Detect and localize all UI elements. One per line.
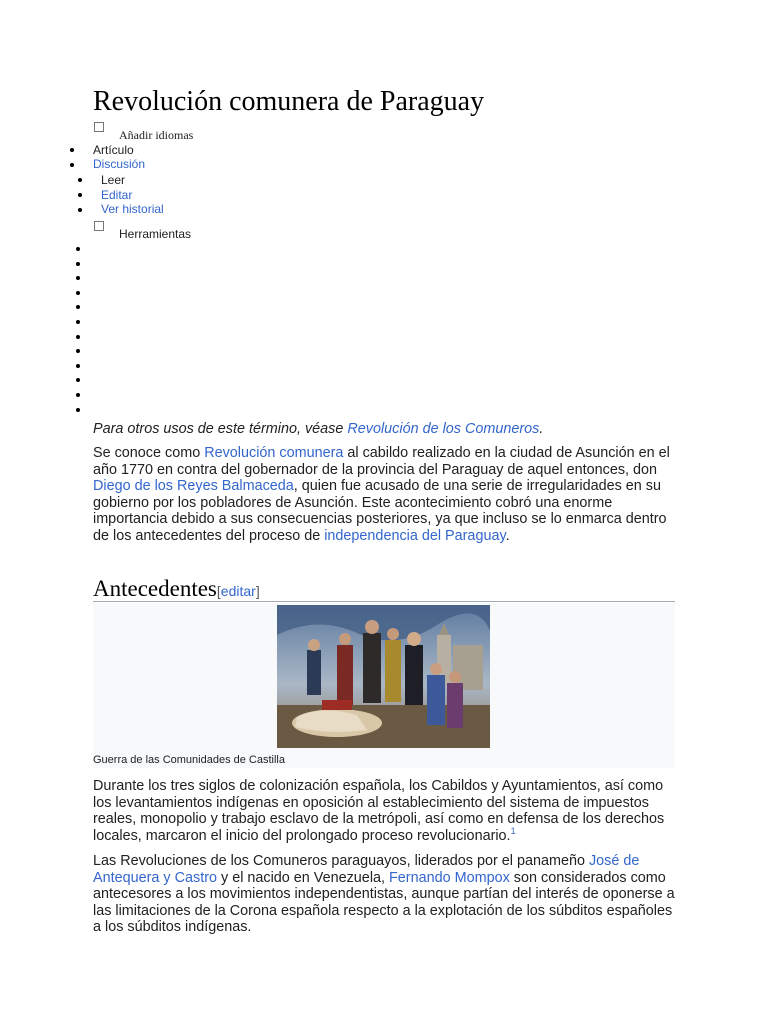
tools-checkbox[interactable]: [94, 221, 104, 231]
tools-list-bullet: [76, 335, 80, 339]
link-jose-de-antequera[interactable]: José de Antequera y Castro: [93, 853, 640, 886]
section-divider: [93, 601, 675, 602]
tab-history[interactable]: Ver historial: [101, 202, 164, 216]
link-independencia[interactable]: independencia del Paraguay: [324, 527, 506, 544]
tab-read[interactable]: Leer: [101, 173, 126, 187]
link-diego-de-los-reyes[interactable]: Diego de los Reyes Balmaceda: [93, 478, 294, 495]
list-bullet: [78, 178, 82, 182]
hatnote-link[interactable]: Revolución de los Comuneros: [347, 421, 540, 437]
intro-paragraph: Se conoce como Revolución comunera al cabildo realizado en la ciudad de Asunción en el año 1770 en contra del gobernador de la provincia del Paraguay de aquel entonces, don Diego de los Reyes Balmaceda, quien fue acusado de una serie de irregularidades en su gobierno por los pobladores de Asunción. Este acontecimiento cobró una enorme importancia debido a sus consecuencias posteriores, ya que incluso se lo enmarca dentro de los antecedentes del proceso de independencia del Paraguay.: [93, 445, 670, 544]
languages-checkbox[interactable]: [94, 122, 104, 132]
page-title: Revolución comunera de Paraguay: [93, 86, 485, 117]
tab-edit[interactable]: Editar: [101, 188, 133, 202]
section-heading: Antecedentes[editar]: [93, 576, 260, 601]
languages-label[interactable]: Añadir idiomas: [119, 128, 194, 142]
tools-list-bullet: [76, 305, 80, 309]
figure-caption: Guerra de las Comunidades de Castilla: [93, 754, 285, 766]
tab-discussion[interactable]: Discusión: [93, 157, 146, 171]
tools-list-bullet: [76, 378, 80, 382]
tools-list-bullet: [76, 408, 80, 412]
list-bullet: [78, 208, 82, 212]
list-bullet: [78, 193, 82, 197]
paragraph-antecedentes-1: Durante los tres siglos de colonización española, los Cabildos y Ayuntamientos, así como los levantamientos indígenas en oposición al establecimiento del sistema de impuestos reales, monopolio y trabajo esclavo de la metrópoli, así como en defensa de los derechos locales, marcaron el inicio del prolongado proceso revolucionario.$^1$: [93, 778, 665, 844]
tools-list-bullet: [76, 262, 80, 266]
tools-list-bullet: [76, 349, 80, 353]
tools-list-bullet: [76, 276, 80, 280]
tools-list-bullet: [76, 320, 80, 324]
list-bullet: [70, 148, 74, 152]
hatnote: Para otros usos de este término, véase Revolución de los Comuneros.: [93, 421, 544, 437]
link-fernando-mompox[interactable]: Fernando Mompox: [389, 869, 510, 886]
section-edit-link[interactable]: editar: [220, 583, 256, 599]
list-bullet: [70, 163, 74, 167]
reference-link[interactable]: 1: [510, 825, 516, 836]
figure-painting[interactable]: [277, 605, 490, 748]
tools-list-bullet: [76, 247, 80, 251]
link-revolucion-comunera[interactable]: Revolución comunera: [204, 445, 344, 461]
tools-label[interactable]: Herramientas: [119, 227, 192, 241]
tools-list-bullet: [76, 393, 80, 397]
tab-article[interactable]: Artículo: [93, 143, 134, 157]
tools-list-bullet: [76, 364, 80, 368]
tools-list-bullet: [76, 291, 80, 295]
paragraph-antecedentes-2: Las Revoluciones de los Comuneros paraguayos, liderados por el panameño José de Antequera y Castro y el nacido en Venezuela, Fernando Mompox son considerados como antecesores a los movimientos independentistas, aunque partían del interés de oponerse a las limitaciones de la Corona española respecto a la explotación de los súbditos españoles a los súbditos indígenas.: [93, 853, 675, 936]
